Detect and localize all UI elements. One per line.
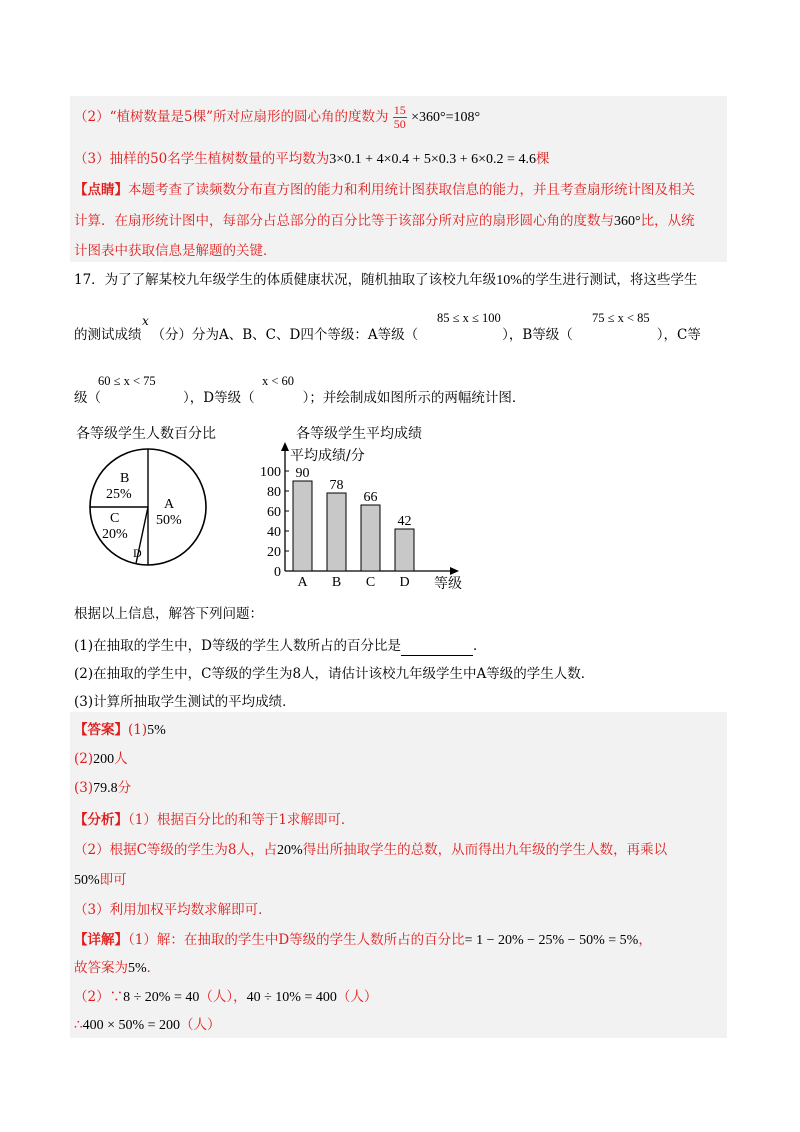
y-tick-label: 40 <box>267 525 281 540</box>
bar-value-label: 90 <box>295 466 310 481</box>
bar-d <box>395 529 414 571</box>
q17-sub2: (2)在抽取的学生中，C等级的学生为8人，请估计该校九年级学生中A等级的学生人数． <box>74 666 595 682</box>
answer-line-3: (3)79.8分 <box>74 780 132 796</box>
answer-line-2: (2)200人 <box>74 751 128 767</box>
q17-line-3: 级（ ），D等级（ ）；并绘制成如图所示的两幅统计图． <box>74 390 526 406</box>
pie-label-c: C <box>110 511 120 526</box>
bar-value-label: 78 <box>329 478 344 493</box>
analysis-line-4: （3）利用加权平均数求解即可． <box>74 902 272 918</box>
bar-b <box>327 493 346 571</box>
instruction-line: 根据以上信息，解答下列问题： <box>74 606 263 622</box>
y-tick-label: 20 <box>267 545 281 560</box>
ineq-grade-a: 85 ≤ x ≤ 100 <box>437 311 501 325</box>
pie-label-b: B <box>120 471 130 486</box>
bar-a <box>293 481 312 571</box>
pie-chart-title: 各等级学生人数百分比 <box>76 426 216 442</box>
y-axis-label: 平均成绩/分 <box>290 448 365 464</box>
analysis-line-2: （2）根据C等级的学生为8人，占20%得出所抽取学生的总数，从而得出九年级的学生人数，再乘以 <box>74 842 668 858</box>
y-tick-label: 0 <box>274 565 281 580</box>
q17-line-2: 的测试成绩 （分）分为A、B、C、D四个等级：A等级（ ），B等级（ ），C等 <box>74 327 701 343</box>
bar-chart <box>240 440 470 600</box>
x-tick-label: C <box>365 575 376 590</box>
detail-line-1: 【详解】（1）解：在抽取的学生中D等级的学生人数所占的百分比= 1 − 20% − 25% − 50% = 5%， <box>74 932 652 948</box>
bar-c <box>361 505 380 571</box>
q16-part3-line: （3）抽样的50名学生植树数量的平均数为3×0.1 + 4×0.4 + 5×0.3 + 6×0.2 = 4.6棵 <box>74 151 550 167</box>
analysis-line-1: 【分析】（1）根据百分比的和等于1求解即可． <box>74 812 355 828</box>
y-tick-label: 100 <box>260 465 281 480</box>
bar-value-label: 66 <box>363 490 378 505</box>
answer-blank <box>401 641 473 656</box>
bar-value-label: 42 <box>397 514 412 529</box>
answer-line-1: 【答案】(1)5% <box>74 722 166 738</box>
q17-x-variable: x <box>142 314 149 328</box>
pie-pct-a: 50% <box>156 513 182 528</box>
ineq-grade-d: x < 60 <box>262 374 295 388</box>
fraction: $\frac{15}{50}$ <box>393 103 406 131</box>
y-tick-label: 80 <box>267 485 281 500</box>
pie-label-a: A <box>164 497 175 512</box>
detail-line-4: ∴400 × 50% = 200（人） <box>74 1017 221 1033</box>
pie-chart <box>80 440 220 580</box>
ineq-grade-c: 60 ≤ x < 75 <box>98 374 156 388</box>
x-tick-label: A <box>297 575 308 590</box>
ineq-grade-b: 75 ≤ x < 85 <box>592 311 650 325</box>
x-tick-label: D <box>399 575 410 590</box>
detail-line-3: （2）∵8 ÷ 20% = 40（人），40 ÷ 10% = 400（人） <box>74 989 378 1005</box>
q17-line-1: 17．为了了解某校九年级学生的体质健康状况，随机抽取了该校九年级10%的学生进行测试，将这些学生 <box>74 272 698 288</box>
analysis-line-3: 50%即可 <box>74 872 127 888</box>
pie-pct-b: 25% <box>106 487 132 502</box>
comment-line-2: 计算．在扇形统计图中，每部分占总部分的百分比等于该部分所对应的扇形圆心角的度数与360°比，从统 <box>74 213 695 229</box>
q17-sub3: (3)计算所抽取学生测试的平均成绩． <box>74 694 296 710</box>
comment-line-1: 【点睛】本题考查了读频数分布直方图的能力和利用统计图获取信息的能力，并且考查扇形统计图及相关 <box>74 182 695 198</box>
x-axis-arrow <box>450 567 459 575</box>
y-axis-arrow <box>281 442 289 451</box>
y-tick-label: 60 <box>267 505 281 520</box>
x-axis-label: 等级 <box>434 576 462 592</box>
bar-chart-title: 各等级学生平均成绩 <box>296 426 422 442</box>
pie-pct-c: 20% <box>102 527 128 542</box>
q16-part2-line: （2）“植树数量是5棵”所对应扇形的圆心角的度数为 $\frac{15}{50}$ ×360°=108° <box>74 103 481 131</box>
comment-line-3: 计图表中获取信息是解题的关键． <box>74 243 277 259</box>
q17-sub1: (1)在抽取的学生中，D等级的学生人数所占的百分比是 ． <box>74 638 487 654</box>
pie-label-d: D <box>133 546 142 560</box>
x-tick-label: B <box>331 575 342 590</box>
detail-line-2: 故答案为5%． <box>74 960 161 976</box>
